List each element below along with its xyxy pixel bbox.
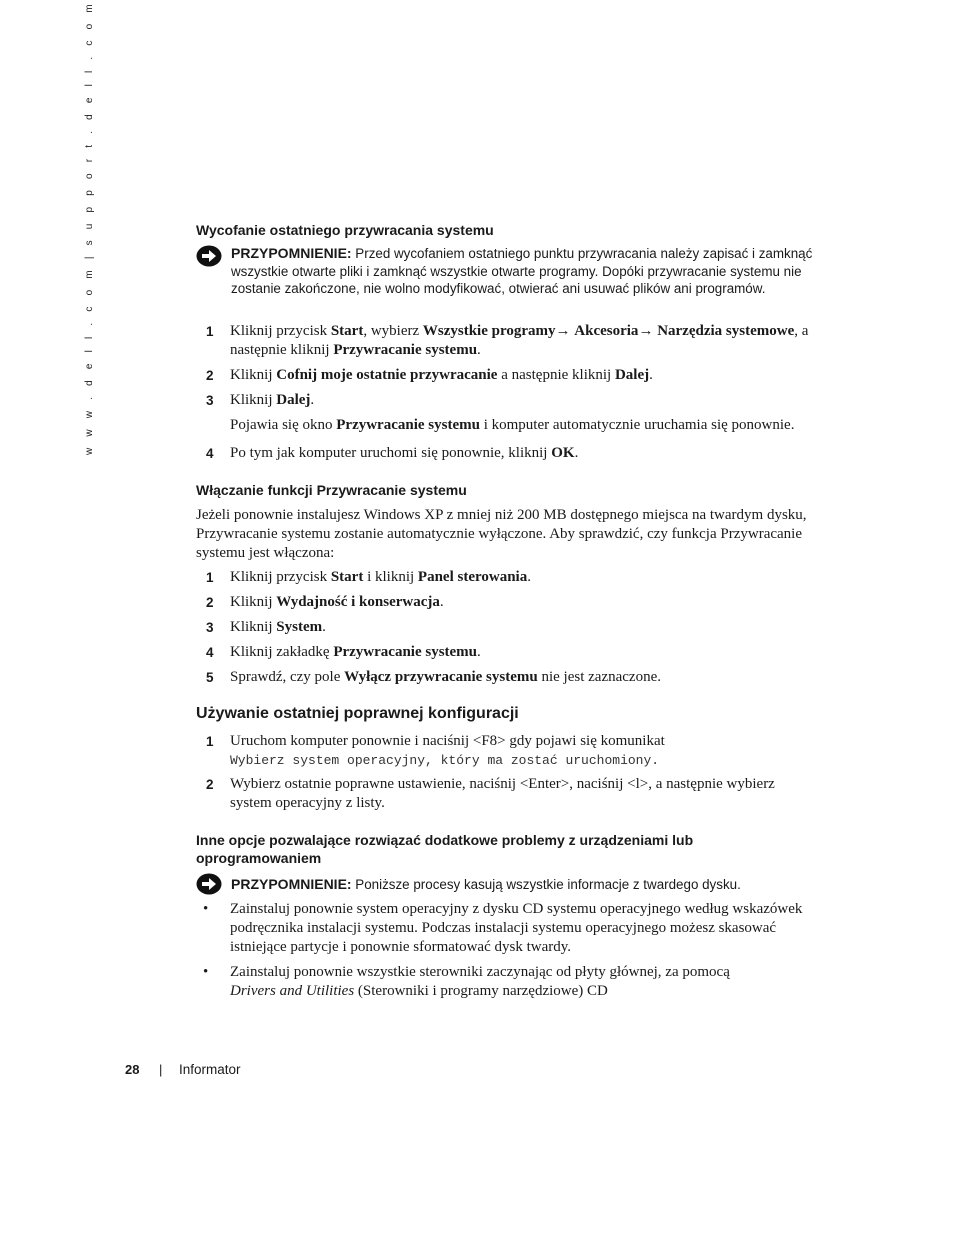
step-item (206, 732, 816, 770)
notice-text: Poniższe procesy kasują wszystkie informacje z twardego dysku. (351, 877, 741, 892)
step-text: Wybierz ostatnie poprawne ustawienie, naciśnij <Enter>, naciśnij <l>, a następnie wybierz system operacyjny z listy. (230, 776, 775, 811)
step-item (206, 322, 816, 360)
step-item (206, 444, 816, 463)
bullet-dot: • (203, 964, 209, 980)
step-text: Kliknij zakładkę Przywracanie systemu. (230, 644, 481, 660)
notice-label: PRZYPOMNIENIE: (231, 876, 352, 892)
section-heading-other-options: Inne opcje pozwalające rozwiązać dodatkowe problemy z urządzeniami lub oprogramowaniem (196, 832, 694, 866)
footer-separator: | (159, 1062, 163, 1077)
side-url-text: w w w . d e l l . c o m | s u p p o r t . d e l l . c o m (84, 0, 95, 455)
step-item (206, 593, 816, 612)
step-number: 2 (206, 595, 214, 610)
step-text: Sprawdź, czy pole Wyłącz przywracanie systemu nie jest zaznaczone. (230, 669, 661, 685)
notice-box (196, 245, 816, 298)
bullet-item (203, 963, 816, 1001)
notice-arrow-icon (196, 245, 222, 267)
step-item (206, 391, 816, 410)
bullet-text: Zainstaluj ponownie system operacyjny z dysku CD systemu operacyjnego według wskazówek podręcznika instalacji systemu. Podczas instalacji systemu operacyjnego możesz skasować istniejące partycje i ponownie sformatować dysk twardy. (230, 901, 803, 955)
step-text: Kliknij przycisk Start i kliknij Panel sterowania. (230, 569, 531, 585)
step-item (206, 775, 816, 813)
step-number: 3 (206, 620, 214, 635)
notice-text: Przed wycofaniem ostatniego punktu przywracania należy zapisać i zamknąć wszystkie otwarte pliki i zamknąć wszystkie otwarte programy. Dopóki przywracanie systemu nie zostanie zakończone, nie wolno modyfikować, otwierać ani usuwać plików ani programów. (231, 246, 813, 296)
step-item (206, 668, 816, 687)
step-number: 3 (206, 393, 214, 408)
footer-title: Informator (179, 1062, 241, 1077)
step-item (206, 568, 816, 587)
boot-message-monospace: Wybierz system operacyjny, który ma zostać uruchomiony. (230, 753, 660, 768)
step-note: Pojawia się okno Przywracanie systemu i komputer automatycznie uruchamia się ponownie. (230, 417, 795, 433)
bullet-text: Zainstaluj ponownie wszystkie sterowniki zaczynając od płyty głównej, za pomocą Drivers and Utilities (Sterowniki i programy narzędziowe) CD (230, 964, 730, 999)
bullet-dot: • (203, 901, 209, 917)
step-number: 4 (206, 446, 214, 461)
section-heading-undo-restore: Wycofanie ostatniego przywracania systemu (196, 222, 494, 238)
step-item (206, 618, 816, 637)
section-intro-paragraph: Jeżeli ponownie instalujesz Windows XP z mniej niż 200 MB dostępnego miejsca na twardym dysku, Przywracanie systemu zostanie automatycznie wyłączone. Aby sprawdzić, czy funkcja Przywracanie systemu jest włączona: (196, 507, 807, 561)
step-text: Kliknij Cofnij moje ostatnie przywracanie a następnie kliknij Dalej. (230, 367, 653, 383)
step-text: Kliknij przycisk Start, wybierz Wszystkie programy→ Akcesoria→ Narzędzia systemowe, a następnie kliknij Przywracanie systemu. (230, 323, 809, 358)
step-number: 1 (206, 324, 214, 339)
notice-label: PRZYPOMNIENIE: (231, 245, 352, 261)
step-number: 5 (206, 670, 214, 685)
step-number: 1 (206, 734, 214, 749)
step-text: Uruchom komputer ponownie i naciśnij <F8> gdy pojawi się komunikat Wybierz system operacyjny, który ma zostać uruchomiony. (230, 732, 816, 770)
page-number: 28 (125, 1062, 140, 1077)
step-text: Kliknij System. (230, 619, 326, 635)
notice-arrow-icon (196, 873, 222, 895)
step-text: Kliknij Dalej. (230, 392, 315, 408)
notice-box (196, 873, 816, 894)
section-heading-enable-restore: Włączanie funkcji Przywracanie systemu (196, 482, 467, 498)
step-text: Po tym jak komputer uruchomi się ponownie, kliknij OK. (230, 445, 579, 461)
step-number: 4 (206, 645, 214, 660)
step-text: Kliknij Wydajność i konserwacja. (230, 594, 444, 610)
section-heading-last-known-good: Używanie ostatniej poprawnej konfiguracji (196, 705, 519, 722)
step-number: 2 (206, 368, 214, 383)
step-item (206, 366, 816, 385)
step-item (206, 643, 816, 662)
step-number: 1 (206, 570, 214, 585)
bullet-item (203, 900, 816, 957)
step-number: 2 (206, 777, 214, 792)
